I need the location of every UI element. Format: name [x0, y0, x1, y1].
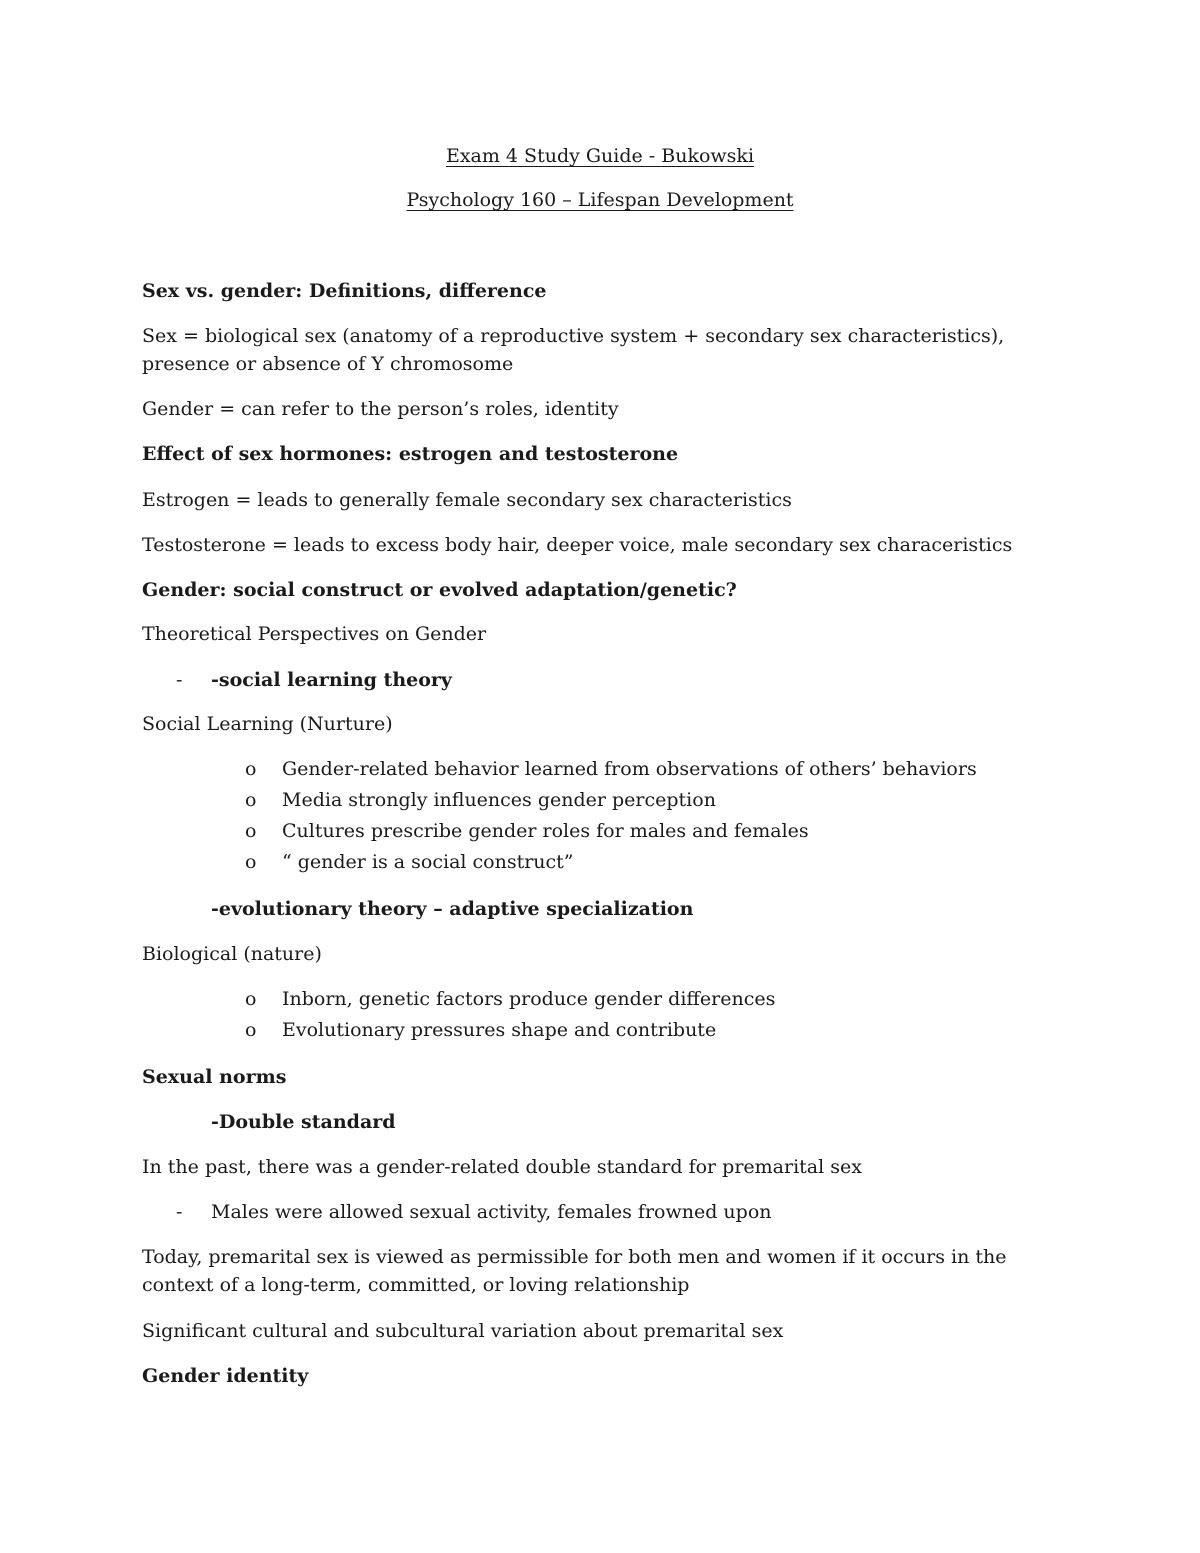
cultural-variation: Significant cultural and subcultural variation about premarital sex: [142, 1320, 784, 1342]
list-item: [245, 985, 775, 1013]
list-item-text: Inborn, genetic factors produce gender differences: [282, 988, 776, 1010]
estrogen-effect: Estrogen = leads to generally female secondary sex characteristics: [142, 489, 792, 511]
heading-sex-hormones: Effect of sex hormones: estrogen and testosterone: [142, 443, 679, 465]
today-line2: context of a long-term, committed, or loving relationship: [142, 1274, 690, 1296]
heading-sexual-norms: Sexual norms: [142, 1066, 287, 1088]
evolutionary-theory-item: -evolutionary theory – adaptive specialization: [211, 898, 694, 920]
heading-gender-identity: Gender identity: [142, 1365, 309, 1387]
list-item-text: Gender-related behavior learned from observations of others’ behaviors: [282, 758, 977, 780]
list-item: [245, 1016, 716, 1044]
bullet-marker: o: [245, 1019, 257, 1041]
bullet-marker: o: [245, 851, 257, 873]
list-item-text: Media strongly influences gender perception: [282, 789, 716, 811]
past-double-standard: In the past, there was a gender-related double standard for premarital sex: [142, 1156, 862, 1178]
dash-marker: -: [176, 669, 183, 691]
heading-sex-vs-gender: Sex vs. gender: Definitions, difference: [142, 280, 547, 302]
bullet-marker: o: [245, 988, 257, 1010]
sex-definition-line2: presence or absence of Y chromosome: [142, 353, 514, 375]
list-item-text: Cultures prescribe gender roles for males and females: [282, 820, 809, 842]
dash-marker: -: [176, 1201, 183, 1223]
list-item: [245, 817, 809, 845]
heading-social-construct: Gender: social construct or evolved adaptation/genetic?: [142, 579, 737, 601]
theoretical-perspectives: Theoretical Perspectives on Gender: [142, 623, 487, 645]
bullet-marker: o: [245, 820, 257, 842]
list-item: [245, 848, 574, 876]
sex-definition-line1: Sex = biological sex (anatomy of a reproductive system + secondary sex characteristics),: [142, 325, 1005, 347]
list-item: [245, 755, 977, 783]
social-learning-label: Social Learning (Nurture): [142, 713, 393, 735]
biological-label: Biological (nature): [142, 943, 322, 965]
males-allowed-item: Males were allowed sexual activity, females frowned upon: [211, 1201, 772, 1223]
bullet-marker: o: [245, 758, 257, 780]
list-item-text: “ gender is a social construct”: [282, 851, 574, 873]
gender-definition: Gender = can refer to the person’s roles, identity: [142, 398, 619, 420]
page-subtitle: Psychology 160 – Lifespan Development: [406, 189, 794, 211]
double-standard-item: -Double standard: [211, 1111, 396, 1133]
list-item-text: Evolutionary pressures shape and contribute: [282, 1019, 717, 1041]
bullet-marker: o: [245, 789, 257, 811]
testosterone-effect: Testosterone = leads to excess body hair, deeper voice, male secondary sex characeristics: [142, 534, 1013, 556]
page-title: Exam 4 Study Guide - Bukowski: [445, 145, 755, 167]
list-item: [245, 786, 716, 814]
social-learning-theory-item: -social learning theory: [211, 669, 452, 691]
today-line1: Today, premarital sex is viewed as permissible for both men and women if it occurs in the: [142, 1246, 1007, 1268]
